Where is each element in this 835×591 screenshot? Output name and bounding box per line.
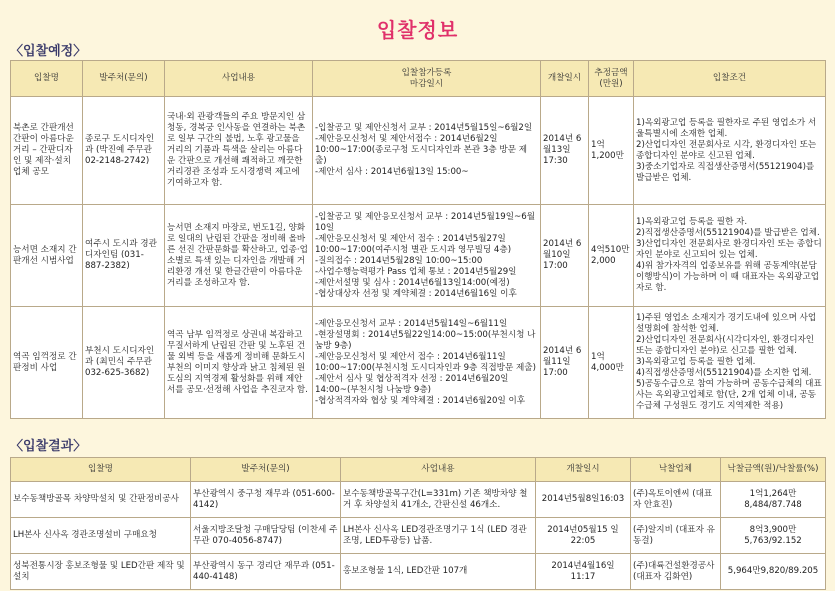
section-title-results: 〈입찰결과〉 <box>10 439 87 454</box>
cell-open: 2014년05월15 일22:05 <box>536 518 631 554</box>
table-header-row <box>11 61 826 97</box>
header-winner: 낙찰업체 <box>631 458 721 482</box>
schedule-line: -현장설명회 : 2014년5월22일14:00~15:00(부천시청 나눔방 9층) <box>315 329 536 351</box>
cell-name: 능서면 소재지 간판개선 시범사업 <box>11 205 83 307</box>
cell-conditions <box>634 97 826 205</box>
condition-line: 4)위 참가자격의 업종보유를 위해 공동계약(분담이행방식)이 가능하며 이 때 대표자는 옥외광고업자로 함. <box>636 261 820 293</box>
header-schedule-line2: 마감일시 <box>409 78 444 89</box>
condition-line: 3)산업디자인 전문회사로 환경디자인 또는 종합디자인 분야로 신고되어 있는 업체. <box>636 239 822 260</box>
cell-open: 2014년5월8일16:03 <box>536 482 631 518</box>
cell-content: LH본사 신사옥 LED경관조명기구 1식 (LED 경관조명, LED투광등) 납품. <box>341 518 536 554</box>
cell-winner: (주)대륙건설환경공사 (대표자 김화연) <box>631 554 721 590</box>
cell-name: 보수동책방골목 차양막설치 및 간판정비공사 <box>11 482 191 518</box>
cell-open: 2014년 6월11일 17:00 <box>541 307 589 419</box>
condition-line: 4)직접생산증명서(55121904)를 소지한 업체. <box>636 368 812 378</box>
schedule-line: -제안서 심사 : 2014년6월13일 15:00~ <box>315 167 469 177</box>
schedule-line: -사업수행능력평가 Pass 업체 통보 : 2014년5월29일 <box>315 266 517 277</box>
schedule-line: -제안응모신청서 교부 : 2014년5월14일~6월11일 <box>315 318 508 329</box>
cell-content: 국내·외 관광객들의 주요 방문지인 삼청동, 경복궁 인사동을 연결하는 북촌로 일부 구간의 불법, 노후 광고물을 거리의 기품과 특색을 살리는 아름다운 간판으로 개선해 쾌적하고 깨끗한 거리경관 조성과 도시경쟁력 제고에 기여하고자 함. <box>165 97 313 205</box>
header-name: 입찰명 <box>11 61 83 97</box>
cell-open: 2014년 6월10일 17:00 <box>541 205 589 307</box>
cell-content: 홍보조형물 1식, LED간판 107개 <box>341 554 536 590</box>
cell-amount: 5,964만9,820/89.205 <box>721 554 826 590</box>
header-content: 사업내용 <box>341 458 536 482</box>
table-row <box>11 482 826 518</box>
cell-org: 종로구 도시디자인과 (박진예 주무관 02-2148-2742) <box>83 97 165 205</box>
schedule-line: -제안서설명 및 심사 : 2014년6월13일14:00(예정) <box>315 277 510 288</box>
header-name: 입찰명 <box>11 458 191 482</box>
schedule-line: -제안응모신청서 및 제안서접수 : 2014년6월2일 10:00~17:00(종로구청 도시디자인과 본관 3층 방문 제출) <box>315 134 528 166</box>
cell-amount: 1억1,264만8,484/87.748 <box>721 482 826 518</box>
cell-open: 2014년 6월13일 17:30 <box>541 97 589 205</box>
cell-winner: (주)옥토이엔씨 (대표자 안효진) <box>631 482 721 518</box>
condition-line: 3)옥외광고업 등록을 필한 업체. <box>636 357 756 367</box>
header-amount-line2: (만원) <box>599 78 623 89</box>
table-header-row <box>11 458 826 482</box>
cell-conditions <box>634 205 826 307</box>
cell-schedule <box>313 205 541 307</box>
section-title-planned: 〈입찰예정〉 <box>10 44 87 59</box>
table-row <box>11 554 826 590</box>
cell-amount: 4억510만 2,000 <box>589 205 634 307</box>
cell-content: 역곡 남부 임꺽정로 상권내 복잡하고 무질서하게 난립된 간판 및 노후된 건물 외벽 등을 새롭게 정비해 문화도시 부천의 이미지 향상과 낡고 침체된 원도심의 지역경제 활성화를 위해 제안서를 공모·선정해 사업을 추진코자 함. <box>165 307 313 419</box>
cell-amount: 1억 4,000만 <box>589 307 634 419</box>
cell-winner: (주)알지비 (대표자 유동걸) <box>631 518 721 554</box>
cell-name: 북촌로 간판개선 간판이 아름다운 거리 – 간판디자인 및 제작·설치 업체 공모 <box>11 97 83 205</box>
cell-content: 보수동책방골목구간(L=331m) 기존 책방차양 철거 후 차양설치 41개소, 간판신설 46개소. <box>341 482 536 518</box>
cell-org: 서울지방조달청 구매담당팀 (이찬세 주무관 070-4056-8747) <box>191 518 341 554</box>
header-conditions: 입찰조건 <box>634 61 826 97</box>
header-amount <box>589 61 634 97</box>
schedule-line: -제안응모신청서 및 제안서 접수 : 2014년6월11일 10:00~17:00(부천시청 도시디자인과 9층 직접방문 제출) <box>315 351 536 373</box>
cell-org: 여주시 도시과 경관디자인팀 (031-887-2382) <box>83 205 165 307</box>
cell-open: 2014년4월16일 11:17 <box>536 554 631 590</box>
schedule-line: -제안응모신청서 및 제안서 접수 : 2014년5월27일 10:00~17:00(여주시청 별관 도시과 영무빌딩 4층) <box>315 233 512 255</box>
condition-line: 2)산업디자인 전문회사로 시각, 환경디자인 또는 종합디자인 분야로 신고된 업체. <box>636 139 817 161</box>
header-amount: 낙찰금액(원)/낙찰률(%) <box>721 458 826 482</box>
header-open: 개찰일시 <box>541 61 589 97</box>
cell-name: 성북전통시장 홍보조형물 및 LED간판 제작 및 설치 <box>11 554 191 590</box>
planned-bids-table <box>10 60 826 419</box>
cell-amount: 1억 1,200만 <box>589 97 634 205</box>
table-row <box>11 205 826 307</box>
cell-conditions <box>634 307 826 419</box>
cell-schedule <box>313 307 541 419</box>
header-schedule-line1: 입찰참가등록 <box>401 67 452 78</box>
cell-name: LH본사 신사옥 경관조명설비 구매요청 <box>11 518 191 554</box>
page-title: 입찰정보 <box>376 18 459 42</box>
condition-line: 2)직접생산증명서(55121904)를 발급받은 업체. <box>636 228 820 238</box>
table-row <box>11 518 826 554</box>
condition-line: 2)산업디자인 전문회사(시각디자인, 환경디자인 또는 종합디자인 분야)로 신고를 필한 업체. <box>636 335 815 356</box>
header-schedule <box>313 61 541 97</box>
schedule-line: -협상대상자 선정 및 계약체결 : 2014년6월16일 이후 <box>315 288 517 299</box>
condition-line: 5)공동수급으로 참여 가능하며 공동수급체의 대표사는 옥외광고업체로 함(단, 2개 업체 이내, 공동수급체 구성원도 경기도 지역제한 적용) <box>636 379 822 411</box>
header-content: 사업내용 <box>165 61 313 97</box>
bid-results-table <box>10 457 826 590</box>
header-open: 개찰일시 <box>536 458 631 482</box>
condition-line: 3)중소기업자로 직접생산증명서(55121904)를 발급받은 업체. <box>636 161 815 183</box>
schedule-line: -질의접수 : 2014년5월28일 10:00~15:00 <box>315 255 483 266</box>
condition-line: 1)옥외광고업 등록을 필한자로 주된 영업소가 서울특별시에 소재한 업체. <box>636 117 817 139</box>
schedule-line: -협상적격자와 협상 및 계약체결 : 2014년6월20일 이후 <box>315 395 526 406</box>
cell-name: 역곡 임꺽정로 간판정비 사업 <box>11 307 83 419</box>
cell-schedule <box>313 97 541 205</box>
schedule-line: -입찰공고 및 제안신청서 교부 : 2014년5월15일~6월2일 <box>315 123 533 133</box>
header-org: 발주처(문의) <box>191 458 341 482</box>
cell-content: 능서면 소재지 마장로, 번도1길, 양화로 일대의 난립된 간판을 정비해 올바른 선진 간판문화를 확산하고, 업종·업소별로 특색 있는 디자인을 개발해 거리환경 개선 및 한글간판이 아름다운 거리를 조성하고자 함. <box>165 205 313 307</box>
header-org: 발주처(문의) <box>83 61 165 97</box>
header-amount-line1: 추정금액 <box>594 67 628 78</box>
condition-line: 1)옥외광고업 등록을 필한 자. <box>636 217 748 227</box>
table-row <box>11 307 826 419</box>
cell-amount: 8억3,900만5,763/92.152 <box>721 518 826 554</box>
cell-org: 부산광역시 동구 경리단 재무과 (051-440-4148) <box>191 554 341 590</box>
cell-org: 부천시 도시디자인과 (최민식 주무관 032-625-3682) <box>83 307 165 419</box>
condition-line: 1)주된 영업소 소재지가 경기도내에 있으며 사업설명회에 참석한 업체. <box>636 313 817 334</box>
cell-org: 부산광역시 중구청 재무과 (051-600-4142) <box>191 482 341 518</box>
schedule-line: -입찰공고 및 제안응모신청서 교부 : 2014년5월19일~6월10일 <box>315 211 536 233</box>
table-row <box>11 97 826 205</box>
schedule-line: -제안서 심사 및 협상적격자 선정 : 2014년6월20일 14:00~(부천시청 나눔방 9층) <box>315 373 509 395</box>
